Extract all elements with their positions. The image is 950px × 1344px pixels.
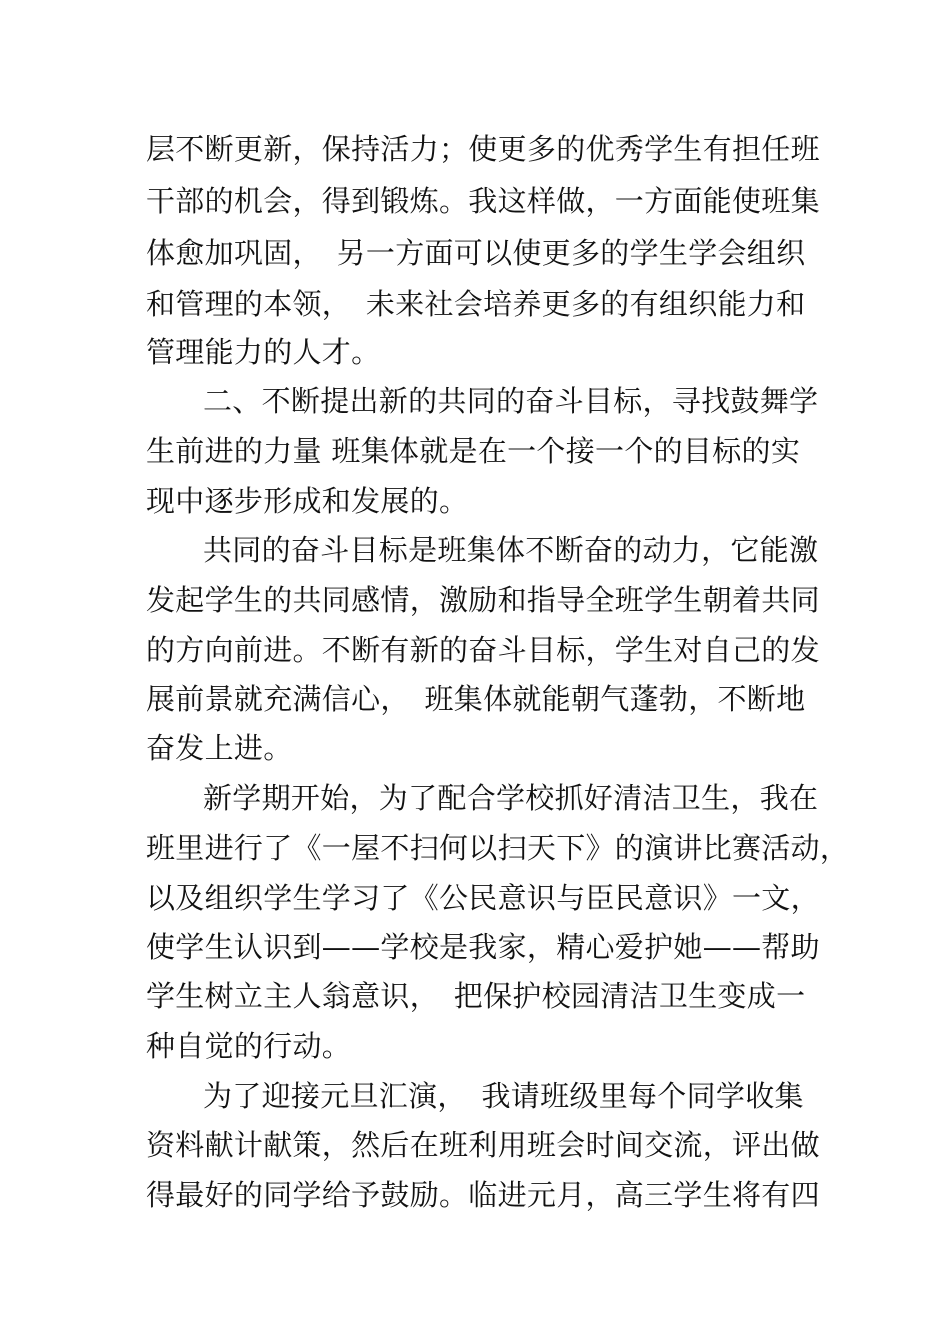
paragraph-heading-line: 二、不断提出新的共同的奋斗目标，寻找鼓舞学 — [203, 384, 819, 418]
text-line: 管理能力的人才。 — [146, 335, 381, 369]
text-line: 使学生认识到——学校是我家，精心爱护她——帮助 — [146, 930, 820, 964]
paragraph-first-line: 为了迎接元旦汇演， 我请班级里每个同学收集 — [203, 1079, 804, 1113]
text-line: 班里进行了《一屋不扫何以扫天下》的演讲比赛活动， — [146, 831, 850, 865]
text-line: 资料献计献策，然后在班利用班会时间交流，评出做 — [146, 1128, 820, 1162]
text-line: 奋发上进。 — [146, 731, 293, 765]
text-line: 体愈加巩固， 另一方面可以使更多的学生学会组织 — [146, 236, 806, 270]
paragraph-first-line: 新学期开始，为了配合学校抓好清洁卫生，我在 — [203, 781, 819, 815]
text-line: 种自觉的行动。 — [146, 1029, 352, 1063]
text-line: 得最好的同学给予鼓励。临进元月，高三学生将有四 — [146, 1178, 820, 1212]
text-line: 展前景就充满信心， 班集体就能朝气蓬勃，不断地 — [146, 682, 806, 716]
text-line: 学生树立主人翁意识， 把保护校园清洁卫生变成一 — [146, 979, 806, 1013]
text-line: 层不断更新，保持活力；使更多的优秀学生有担任班 — [146, 132, 820, 166]
paragraph-first-line: 共同的奋斗目标是班集体不断奋的动力，它能激 — [203, 533, 819, 567]
text-line: 以及组织学生学习了《公民意识与臣民意识》一文， — [146, 881, 820, 915]
text-line: 生前进的力量 班集体就是在一个接一个的目标的实 — [146, 434, 801, 468]
text-line: 现中逐步形成和发展的。 — [146, 484, 469, 518]
text-line: 和管理的本领， 未来社会培养更多的有组织能力和 — [146, 287, 806, 321]
text-line: 干部的机会，得到锻炼。我这样做，一方面能使班集 — [146, 184, 820, 218]
text-line: 发起学生的共同感情，激励和指导全班学生朝着共同 — [146, 583, 820, 617]
text-line: 的方向前进。不断有新的奋斗目标，学生对自己的发 — [146, 633, 820, 667]
